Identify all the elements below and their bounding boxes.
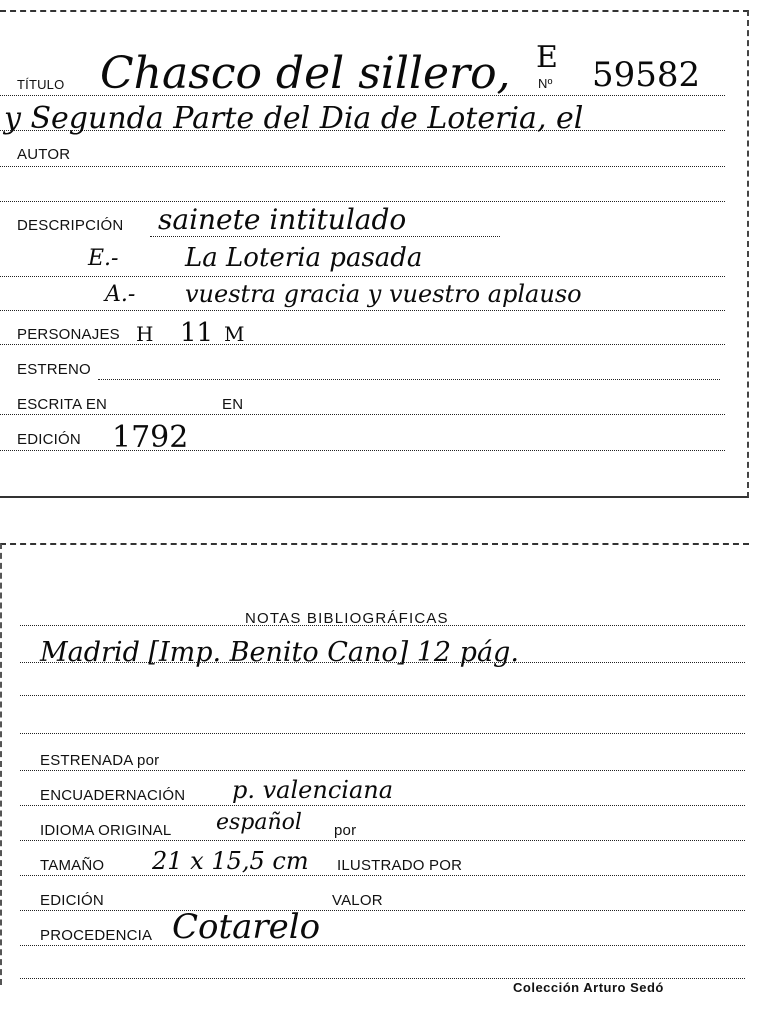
descripcion-label: DESCRIPCIÓN bbox=[17, 217, 124, 234]
number-value: 59582 bbox=[592, 55, 701, 95]
ilustrado-label: ILUSTRADO POR bbox=[337, 857, 463, 874]
rule bbox=[0, 450, 725, 451]
procedencia-label: PROCEDENCIA bbox=[40, 927, 153, 944]
titulo-label: TÍTULO bbox=[17, 77, 65, 92]
idioma-por: por bbox=[334, 822, 357, 839]
personajes-h: H bbox=[136, 322, 154, 346]
autor-label: AUTOR bbox=[17, 146, 71, 163]
rule bbox=[20, 770, 745, 771]
descripcion-line1: sainete intitulado bbox=[158, 203, 407, 236]
personajes-label: PERSONAJES bbox=[17, 326, 120, 343]
tamano-value: 21 x 15,5 cm bbox=[152, 847, 309, 875]
personajes-value: 11 bbox=[180, 318, 214, 348]
rule bbox=[150, 236, 500, 237]
rule bbox=[20, 945, 745, 946]
titulo-continued: y Segunda Parte del Dia de Loteria, el bbox=[4, 101, 584, 136]
rule bbox=[0, 201, 725, 202]
rule bbox=[0, 344, 725, 345]
rule bbox=[20, 840, 745, 841]
personajes-m: M bbox=[224, 322, 245, 346]
rule bbox=[20, 910, 745, 911]
edicion-value: 1792 bbox=[112, 420, 189, 455]
idioma-value: español bbox=[216, 810, 302, 835]
notas-heading: NOTAS BIBLIOGRÁFICAS bbox=[245, 610, 449, 627]
rule bbox=[20, 695, 745, 696]
encuadernacion-value: p. valenciana bbox=[232, 776, 394, 804]
rule bbox=[20, 978, 745, 979]
rule bbox=[20, 875, 745, 876]
estreno-label: ESTRENO bbox=[17, 361, 91, 378]
procedencia-value: Cotarelo bbox=[172, 907, 321, 947]
rule bbox=[0, 414, 725, 415]
titulo-value: Chasco del sillero, bbox=[100, 48, 511, 99]
number-letter: E bbox=[536, 40, 558, 75]
escrita-label: ESCRITA EN bbox=[17, 396, 108, 413]
descripcion-line2-prefix: E.- bbox=[88, 246, 119, 271]
rule bbox=[98, 379, 720, 380]
rule bbox=[20, 733, 745, 734]
number-label: Nº bbox=[538, 76, 553, 91]
en-label: EN bbox=[222, 396, 244, 413]
collection-footer: Colección Arturo Sedó bbox=[513, 980, 664, 995]
rule bbox=[20, 805, 745, 806]
valor-label: VALOR bbox=[332, 892, 383, 909]
idioma-label: IDIOMA ORIGINAL bbox=[40, 822, 172, 839]
descripcion-line3-prefix: A.- bbox=[105, 282, 136, 307]
edicion-label: EDICIÓN bbox=[17, 431, 81, 448]
rule bbox=[0, 310, 725, 311]
edicion-label-bottom: EDICIÓN bbox=[40, 892, 104, 909]
estrenada-label: ESTRENADA por bbox=[40, 752, 160, 769]
rule bbox=[0, 166, 725, 167]
rule bbox=[0, 276, 725, 277]
notas-line1: Madrid [Imp. Benito Cano] 12 pág. bbox=[40, 637, 519, 668]
tamano-label: TAMAÑO bbox=[40, 857, 105, 874]
descripcion-line2: La Loteria pasada bbox=[185, 243, 423, 273]
encuadernacion-label: ENCUADERNACIÓN bbox=[40, 787, 186, 804]
descripcion-line3: vuestra gracia y vuestro aplauso bbox=[185, 280, 582, 308]
